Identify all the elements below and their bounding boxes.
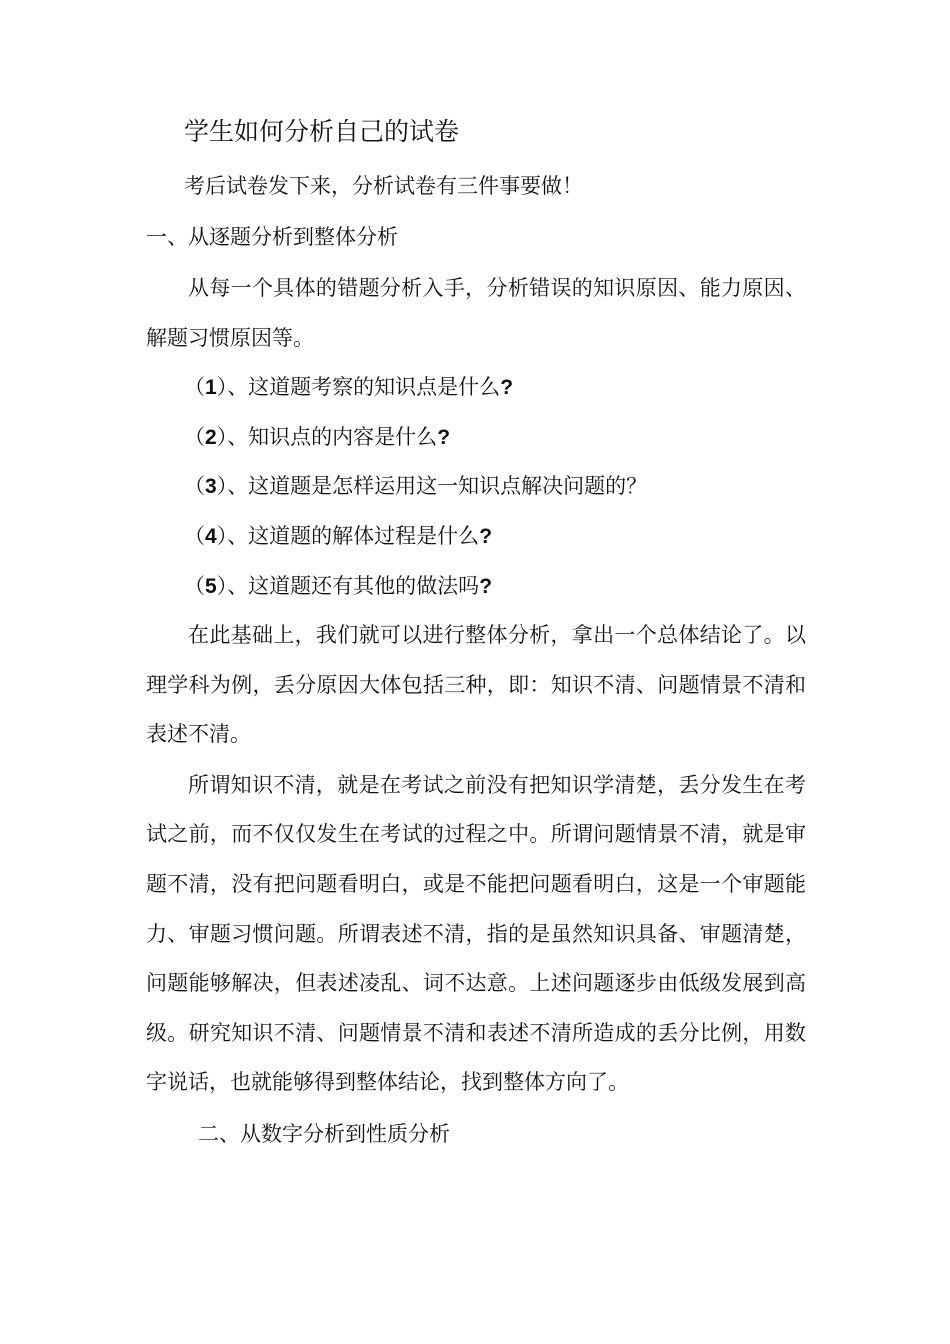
question-text: 、知识点的内容是什么 xyxy=(227,425,438,449)
question-item xyxy=(184,423,450,452)
question-paren-close: ） xyxy=(216,425,228,449)
paragraph-line: 问题能够解决，但表述凌乱、词不达意。上述问题逐步由低级发展到高 xyxy=(146,971,806,995)
paragraph-line: 表述不清。 xyxy=(146,722,251,746)
question-paren-open: （ xyxy=(184,375,205,399)
paragraph-line: 从每一个具体的错题分析入手，分析错误的知识原因、能力原因、 xyxy=(188,276,806,300)
paragraph-line: 级。研究知识不清、问题情景不清和表述不清所造成的丢分比例，用数 xyxy=(146,1021,806,1045)
question-paren-close: ） xyxy=(216,524,228,548)
question-item xyxy=(184,373,513,402)
paragraph-line: 在此基础上，我们就可以进行整体分析，拿出一个总体结论了。以 xyxy=(188,623,806,647)
question-number: 5 xyxy=(205,575,217,598)
question-text: 、这道题考察的知识点是什么 xyxy=(227,375,501,399)
paragraph-line: 解题习惯原因等。 xyxy=(146,326,314,350)
question-number: 1 xyxy=(205,376,217,399)
question-paren-open: （ xyxy=(184,474,205,498)
section-heading-1: 一、从逐题分析到整体分析 xyxy=(146,225,398,249)
question-paren-open: （ xyxy=(184,524,205,548)
paragraph-line: 试之前，而不仅仅发生在考试的过程之中。所谓问题情景不清，就是审 xyxy=(146,822,806,846)
paragraph-line: 力、审题习惯问题。所谓表述不清，指的是虽然知识具备、审题清楚， xyxy=(146,922,806,946)
question-number: 4 xyxy=(205,525,217,548)
question-number: 2 xyxy=(205,426,217,449)
section-heading-2: 二、从数字分析到性质分析 xyxy=(198,1122,450,1146)
question-number: 3 xyxy=(205,475,217,498)
paragraph-line: 理学科为例，丢分原因大体包括三种，即：知识不清、问题情景不清和 xyxy=(146,673,806,697)
page-title: 学生如何分析自己的试卷 xyxy=(184,117,460,146)
paragraph-line: 题不清，没有把问题看明白，或是不能把问题看明白，这是一个审题能 xyxy=(146,872,806,896)
question-item xyxy=(184,472,647,501)
question-paren-close: ） xyxy=(216,474,228,498)
question-paren-close: ） xyxy=(216,375,228,399)
question-paren-close: ） xyxy=(216,574,228,598)
question-paren-open: （ xyxy=(184,574,205,598)
question-text: 、这道题是怎样运用这一知识点解决问题的？ xyxy=(227,474,648,498)
question-mark: ? xyxy=(437,426,451,449)
question-text: 、这道题的解体过程是什么 xyxy=(227,524,480,548)
question-mark: ? xyxy=(500,376,514,399)
question-text: 、这道题还有其他的做法吗 xyxy=(227,574,480,598)
question-item xyxy=(184,522,492,551)
question-paren-open: （ xyxy=(184,425,205,449)
question-item xyxy=(184,572,492,601)
paragraph-line: 字说话，也就能够得到整体结论，找到整体方向了。 xyxy=(146,1070,629,1094)
question-mark: ? xyxy=(479,575,493,598)
intro-text: 考后试卷发下来，分析试卷有三件事要做！ xyxy=(184,174,583,198)
question-mark: ? xyxy=(479,525,493,548)
paragraph-line: 所谓知识不清，就是在考试之前没有把知识学清楚，丢分发生在考 xyxy=(188,773,806,797)
